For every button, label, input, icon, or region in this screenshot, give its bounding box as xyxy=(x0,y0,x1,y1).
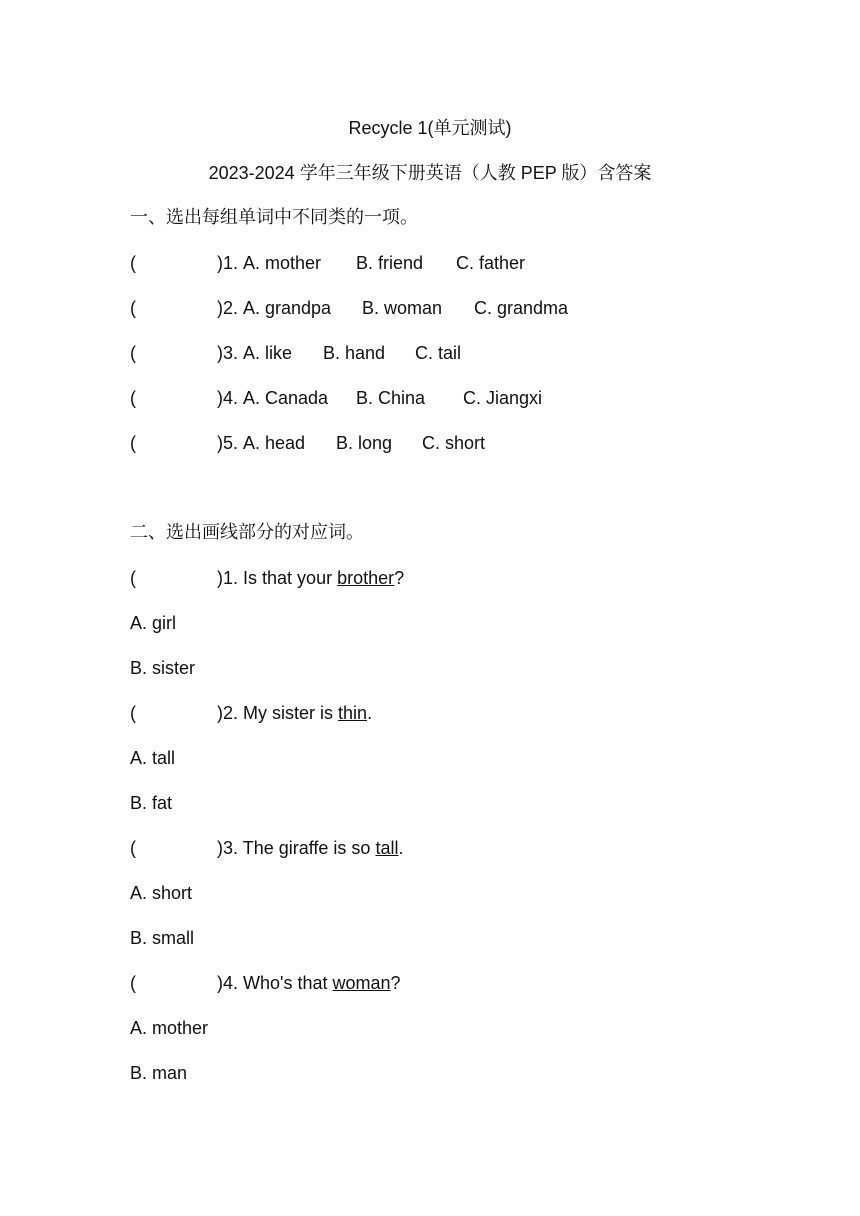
question-number: )1. xyxy=(217,568,239,588)
option-b: B. friend xyxy=(356,253,424,273)
option-b: B. sister xyxy=(130,658,196,678)
stem-text: My sister is xyxy=(243,703,339,723)
stem-text: Is that your xyxy=(243,568,338,588)
page-title: Recycle 1(单元测试) xyxy=(348,118,512,138)
stem-punctuation: . xyxy=(398,838,404,858)
underlined-word: tall xyxy=(375,838,399,858)
question-stem xyxy=(217,836,403,860)
section1-heading: 一、选出每组单词中不同类的一项。 xyxy=(130,207,418,228)
section1-question-4 xyxy=(130,386,543,410)
option-a: A. like xyxy=(243,343,293,363)
answer-paren: ( xyxy=(130,703,136,723)
option-a: A. short xyxy=(130,883,193,903)
option-c: C. short xyxy=(422,433,486,453)
question-number: )4. xyxy=(217,388,239,408)
answer-paren: ( xyxy=(130,568,136,588)
question-stem xyxy=(217,566,404,590)
option-b: B. China xyxy=(356,388,426,408)
option-a: A. mother xyxy=(130,1018,209,1038)
answer-paren: ( xyxy=(130,838,136,858)
option-c: C. Jiangxi xyxy=(463,388,543,408)
stem-punctuation: ? xyxy=(390,973,401,993)
option-a: A. tall xyxy=(130,748,176,768)
option-c: C. grandma xyxy=(474,298,569,318)
section1-question-3 xyxy=(130,341,462,365)
question-number: )2. xyxy=(217,703,239,723)
option-a: A. head xyxy=(243,433,306,453)
answer-paren: ( xyxy=(130,973,136,993)
section1-question-2 xyxy=(130,296,569,320)
page-subtitle: 2023-2024 学年三年级下册英语（人教 PEP 版）含答案 xyxy=(208,163,652,183)
option-a: A. Canada xyxy=(243,388,329,408)
answer-paren: ( xyxy=(130,388,136,408)
answer-paren: ( xyxy=(130,298,136,318)
option-b: B. woman xyxy=(362,298,443,318)
section2-question-3 xyxy=(130,836,404,860)
underlined-word: woman xyxy=(332,973,391,993)
stem-punctuation: ? xyxy=(394,568,405,588)
option-c: C. tail xyxy=(415,343,462,363)
section2-question-1 xyxy=(130,566,405,590)
section2-heading: 二、选出画线部分的对应词。 xyxy=(130,522,364,543)
option-c: C. father xyxy=(456,253,526,273)
section2-question-2 xyxy=(130,701,373,725)
answer-paren: ( xyxy=(130,253,136,273)
question-number: )4. xyxy=(217,973,239,993)
option-a: A. mother xyxy=(243,253,322,273)
option-b: B. man xyxy=(130,1063,188,1083)
option-b: B. small xyxy=(130,928,195,948)
section2-question-4 xyxy=(130,971,401,995)
stem-text: The giraffe is so xyxy=(242,838,376,858)
option-b: B. hand xyxy=(323,343,386,363)
question-number: )3. xyxy=(217,838,239,858)
answer-paren: ( xyxy=(130,343,136,363)
option-b: B. long xyxy=(336,433,393,453)
question-number: )3. xyxy=(217,343,239,363)
underlined-word: brother xyxy=(337,568,395,588)
section1-question-5 xyxy=(130,431,486,455)
question-number: )1. xyxy=(217,253,239,273)
option-a: A. girl xyxy=(130,613,177,633)
section1-question-1 xyxy=(130,251,526,275)
stem-punctuation: . xyxy=(367,703,373,723)
question-stem xyxy=(217,701,372,725)
answer-paren: ( xyxy=(130,433,136,453)
question-number: )2. xyxy=(217,298,239,318)
option-a: A. grandpa xyxy=(243,298,332,318)
question-stem xyxy=(217,971,401,995)
question-number: )5. xyxy=(217,433,239,453)
stem-text: Who's that xyxy=(243,973,333,993)
underlined-word: thin xyxy=(338,703,368,723)
option-b: B. fat xyxy=(130,793,173,813)
